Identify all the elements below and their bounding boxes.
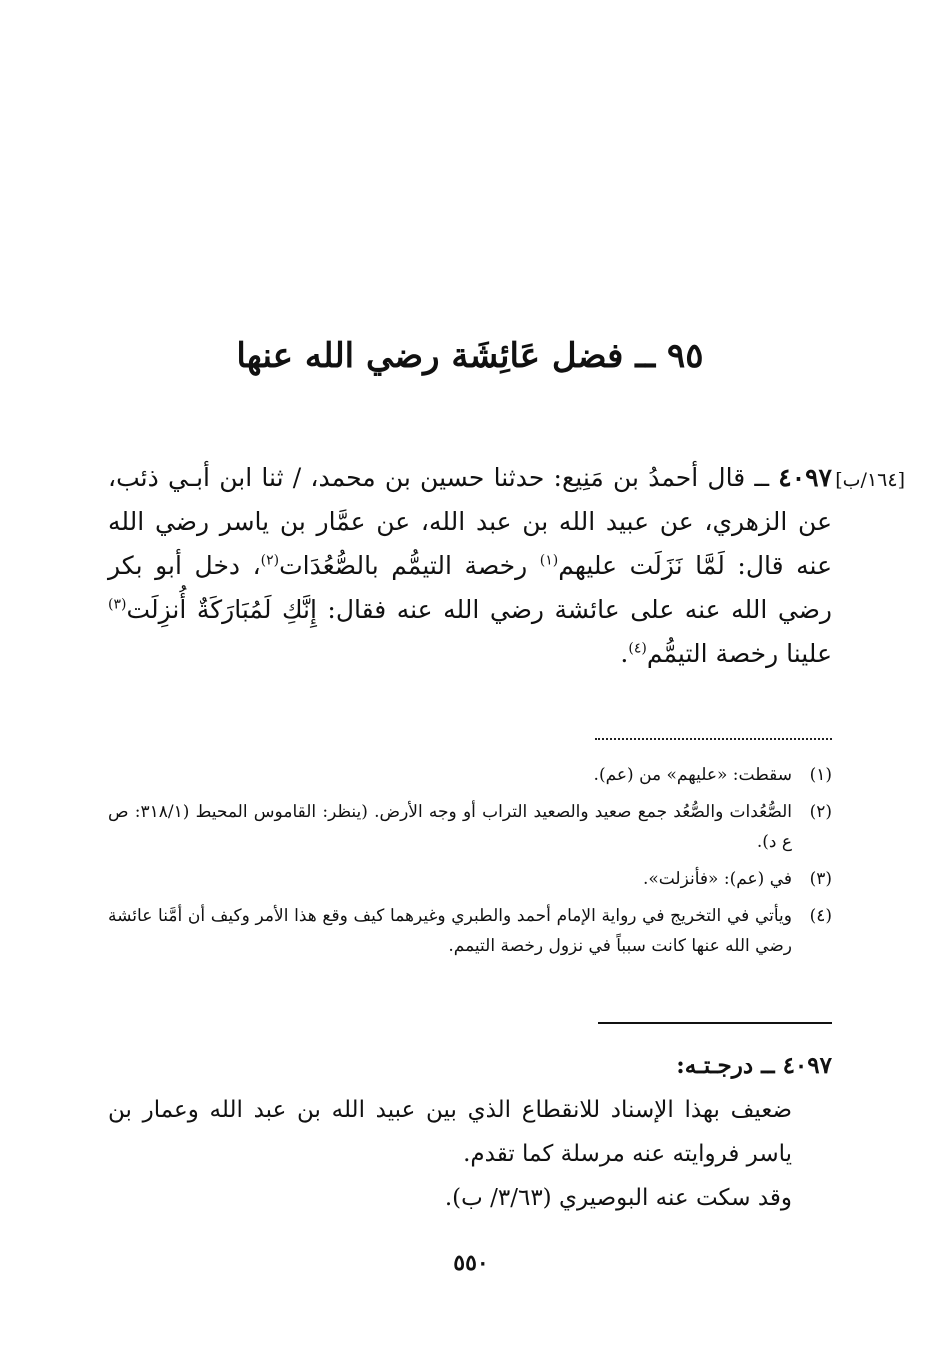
footnote-text: في (عم): «فأنزلت».	[642, 869, 792, 889]
footnote-text: الصُّعُدات والصُّعُد جمع صعيد والصعيد التراب أو وجه الأرض. (ينظر: القاموس المحيط (٣١٨/١: ص ع د).	[108, 802, 792, 852]
footnote-3	[108, 864, 832, 894]
footnote-number: (١)	[809, 765, 832, 785]
hadith-paragraph	[108, 456, 832, 676]
hadith-number: ٤٠٩٧	[778, 463, 832, 492]
grade-heading: ٤٠٩٧ ــ درجـتـه:	[676, 1052, 832, 1079]
footnote-text: سقطت: «عليهم» من (عم).	[593, 765, 792, 785]
footnote-ref-4: (٤)	[628, 640, 647, 657]
footnote-text: ويأتي في التخريج في رواية الإمام أحمد والطبري وغيرهما كيف وقع هذا الأمر وكيف أن أمَّنا عائشة رضي الله عنها كانت سبباً في نزول رخصة التيمم.	[108, 906, 792, 956]
hadith-text-part-2: رخصة التيمُّم بالصُّعُدَات	[279, 551, 540, 580]
grade-section	[108, 1044, 832, 1220]
hadith-text	[108, 456, 832, 676]
chapter-title: ٩٥ ــ فضل عَائِشَة رضي الله عنها	[236, 335, 704, 376]
footnote-ref-2: (٢)	[260, 552, 280, 569]
grade-paragraph-2: وقد سكت عنه البوصيري (٣/٦٣/ ب).	[444, 1185, 792, 1211]
footnote-ref-3: (٣)	[108, 596, 127, 613]
section-separator-line	[598, 1022, 832, 1024]
hadith-text-part-3: ، دخل أبو بكر رضي الله عنه على عائشة رضي الله عنه فقال: إِنَّكِ لَمُبَارَكَةٌ أُنزِلَت	[108, 551, 832, 624]
footnote-2	[108, 797, 832, 857]
footnote-4	[108, 901, 832, 961]
hadith-text-part-4: علينا رخصة التيمُّم	[646, 639, 832, 668]
manuscript-folio-ref: [١٦٤/ب]	[835, 469, 905, 491]
footnote-number: (٣)	[809, 869, 832, 889]
page-number: ٥٥٠	[453, 1250, 489, 1276]
hadith-text-end: .	[620, 639, 629, 668]
grade-paragraph-1: ضعيف بهذا الإسناد للانقطاع الذي بين عبيد الله بن عبد الله وعمار بن ياسر فروايته عنه مرسلة كما تقدم.	[108, 1097, 792, 1167]
footnote-number: (٤)	[809, 906, 832, 926]
footnote-1	[108, 760, 832, 790]
footnotes	[108, 760, 832, 968]
footnote-number: (٢)	[809, 802, 832, 822]
hadith-text-part-1: ــ قال أحمدُ بن مَنِيع: حدثنا حسين بن محمد، / ثنا ابن أبـي ذئب، عن الزهري، عن عبيد الله بن عبد الله، عن عمَّار بن ياسر رضي الله عنه قال: لَمَّا نَزَلَت عليهم	[108, 463, 832, 580]
footnote-separator-dots	[595, 738, 832, 740]
footnote-ref-1: (١)	[539, 552, 559, 569]
